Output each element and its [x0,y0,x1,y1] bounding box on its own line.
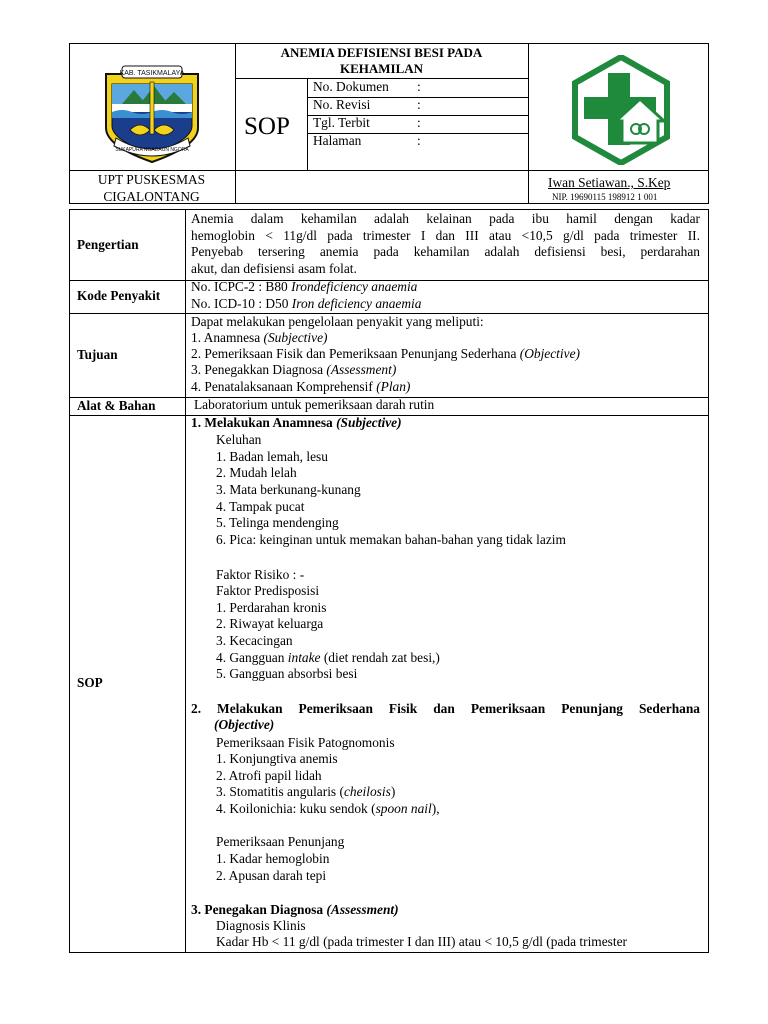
document-title-line1: ANEMIA DEFISIENSI BESI PADA [280,45,483,60]
fisik-item: 2. Atrofi papil lidah [216,768,322,783]
tujuan-item-text: 1. Anamnesa [191,330,264,345]
label-pengertian: Pengertian [77,237,139,252]
label-sop: SOP [77,675,103,690]
keluhan-item: 3. Mata berkunang-kunang [216,482,361,497]
tasikmalaya-emblem-icon [100,60,204,164]
tujuan-item [191,379,410,396]
predisposisi-item: 1. Perdarahan kronis [216,600,327,615]
label-tujuan: Tujuan [77,347,118,362]
sop-step2-heading-line1: 2. Melakukan Pemeriksaan Fisik dan Pemeriksaan Penunjang Sederhana [191,701,700,716]
field-no-revisi-sep: : [417,97,421,112]
document-title-line2: KEHAMILAN [339,61,424,76]
tujuan-item [191,330,327,347]
sop-kadar-hb: Kadar Hb < 11 g/dl (pada trimester I dan III) atau < 10,5 g/dl (pada trimester [216,934,627,949]
field-no-dokumen: No. Dokumen [313,79,389,94]
fisik-item-text: 4. Koilonichia: kuku sendok ( [216,801,376,816]
signer-nip: NIP. 19690115 198912 1 001 [552,192,658,202]
tujuan-item-text: 4. Penatalaksanaan Komprehensif [191,379,377,394]
sop-penunjang-title: Pemeriksaan Penunjang [216,834,345,849]
predisposisi-item [216,650,440,667]
tujuan-item-italic: (Objective) [519,346,580,361]
predisposisi-item: 2. Riwayat keluarga [216,616,324,631]
org-name-line1: UPT PUSKESMAS [97,172,206,187]
sop-step3-heading [191,902,399,919]
predisposisi-item: 3. Kecacingan [216,633,293,648]
sop-step3-heading-text: 3. Penegakan Diagnosa [191,902,327,917]
label-alat-bahan: Alat & Bahan [77,398,156,413]
sop-step1-heading-text: 1. Melakukan Anamnesa [191,415,337,430]
tujuan-item-text: 2. Pemeriksaan Fisik dan Pemeriksaan Penunjang Sederhana [191,346,520,361]
field-halaman-sep: : [417,133,421,148]
fisik-item-after: ) [390,784,396,799]
predisposisi-item: 5. Gangguan absorbsi besi [216,666,358,681]
sop-step3-heading-italic: (Assessment) [326,902,399,917]
sop-step1-heading-italic: (Subjective) [336,415,402,430]
kode-icpc [191,279,417,296]
keluhan-item: 5. Telinga mendenging [216,515,339,530]
fisik-item-text: 3. Stomatitis angularis ( [216,784,344,799]
predisposisi-item-after: (diet rendah zat besi,) [320,650,440,665]
predisposisi-item-text: 4. Gangguan [216,650,288,665]
keluhan-item: 4. Tampak pucat [216,499,305,514]
tujuan-intro: Dapat melakukan pengelolaan penyakit yang meliputi: [191,314,484,329]
penunjang-item: 1. Kadar hemoglobin [216,851,330,866]
sop-faktor-predisposisi: Faktor Predisposisi [216,583,320,598]
tujuan-item [191,346,580,363]
tujuan-item [191,362,396,379]
fisik-item: 1. Konjungtiva anemis [216,751,338,766]
pengertian-line: Penyebab tersering anemia pada kehamilan adalah defisiensi besi, perdarahan [191,244,700,259]
fisik-item-italic: spoon nail [375,801,432,816]
puskesmas-logo-icon [566,55,676,165]
sop-step2-heading-line2: (Objective) [214,717,275,732]
sop-step1-heading [191,415,402,432]
emblem-motto-text: SUKAPURA NGADAUN NGORA [115,147,189,153]
tujuan-item-italic: (Assessment) [326,362,397,377]
sop-fisik-title: Pemeriksaan Fisik Patognomonis [216,735,395,750]
kode-icpc-name: Irondeficiency anaemia [291,279,418,294]
alat-bahan-text: Laboratorium untuk pemeriksaan darah rutin [194,397,435,412]
kode-icd [191,296,421,313]
keluhan-item: 2. Mudah lelah [216,465,297,480]
org-name-line2: CIGALONTANG [103,189,200,204]
fisik-item [216,784,395,801]
pengertian-text [191,211,700,277]
field-tgl-terbit: Tgl. Terbit [313,115,370,130]
pengertian-line: Anemia dalam kehamilan adalah kelainan pada ibu hamil dengan kadar [191,211,700,226]
fisik-item-italic: cheilosis [343,784,391,799]
keluhan-item: 6. Pica: keinginan untuk memakan bahan-bahan yang tidak lazim [216,532,566,547]
tujuan-item-text: 3. Penegakkan Diagnosa [191,362,327,377]
penunjang-item: 2. Apusan darah tepi [216,868,327,883]
fisik-item-after: ), [431,801,440,816]
kode-icpc-prefix: No. ICPC-2 : B80 [191,279,292,294]
pengertian-line: akut, dan defisiensi asam folat. [191,260,357,276]
pengertian-line: hemoglobin < 11g/dl pada trimester I dan III atau <10,5 g/dl pada trimester II. [191,227,700,243]
sop-diagnosis-klinis: Diagnosis Klinis [216,918,306,933]
signer-name: Iwan Setiawan., S.Kep [548,175,671,190]
keluhan-item: 1. Badan lemah, lesu [216,449,328,464]
sop-keluhan-title: Keluhan [216,432,262,447]
tujuan-item-italic: (Subjective) [263,330,328,345]
field-no-dokumen-sep: : [417,79,421,94]
field-tgl-terbit-sep: : [417,115,421,130]
emblem-top-text: KAB. TASIKMALAYA [119,70,185,77]
label-kode-penyakit: Kode Penyakit [77,288,161,303]
field-no-revisi: No. Revisi [313,97,371,112]
kode-icd-prefix: No. ICD-10 : D50 [191,296,292,311]
tujuan-item-italic: (Plan) [376,379,411,394]
sop-faktor-risiko: Faktor Risiko : - [216,567,305,582]
predisposisi-item-italic: intake [287,650,321,665]
fisik-item [216,801,440,818]
field-halaman: Halaman [313,133,362,148]
sop-big-label: SOP [244,113,290,140]
kode-icd-name: Iron deficiency anaemia [291,296,422,311]
